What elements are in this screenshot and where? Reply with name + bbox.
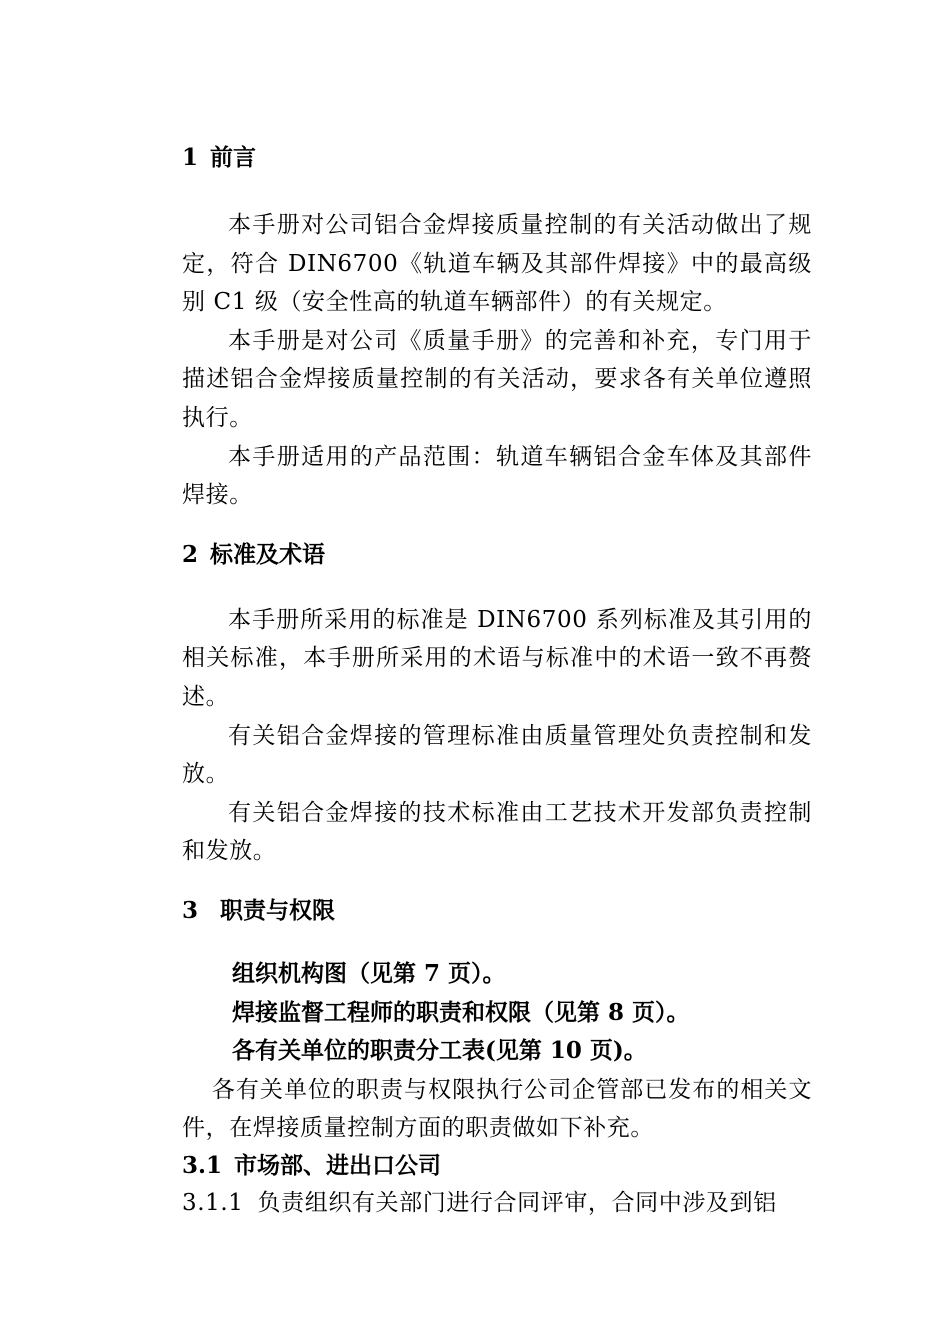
section-2-title: 标准及术语 <box>210 540 326 568</box>
section-1-paragraph-1: 本手册对公司铝合金焊接质量控制的有关活动做出了规定，符合 DIN6700《轨道车辆及其部件焊接》中的最高级别 C1 级（安全性高的轨道车辆部件）的有关规定。 <box>182 212 812 316</box>
section-3-1-heading <box>182 1148 812 1184</box>
section-3-1-title: 市场部、进出口公司 <box>234 1151 442 1179</box>
section-3-title: 职责与权限 <box>220 896 336 924</box>
section-3-heading <box>182 893 812 929</box>
section-1-paragraph-3: 本手册适用的产品范围：轨道车辆铝合金车体及其部件焊接。 <box>182 443 812 509</box>
section-3-item-2: 焊接监督工程师的职责和权限（见第 8 页）。 <box>232 998 690 1026</box>
section-3-1-1-paragraph <box>182 1184 812 1223</box>
section-1-number: 1 <box>182 144 199 171</box>
section-2-number: 2 <box>182 540 199 568</box>
section-3-1-1-number: 3.1.1 <box>182 1189 244 1216</box>
section-1-paragraph-2: 本手册是对公司《质量手册》的完善和补充，专门用于描述铝合金焊接质量控制的有关活动，要求各有关单位遵照执行。 <box>182 327 812 431</box>
document-page <box>182 140 812 1222</box>
section-3-1-number: 3.1 <box>182 1151 223 1179</box>
section-3-item-3: 各有关单位的职责分工表(见第 10 页)。 <box>232 1037 647 1065</box>
section-2-paragraph-2: 有关铝合金焊接的管理标准由质量管理处负责控制和发放。 <box>182 722 812 788</box>
section-2-paragraph-3: 有关铝合金焊接的技术标准由工艺技术开发部负责控制和发放。 <box>182 799 812 865</box>
section-1-heading <box>182 140 812 176</box>
section-2-paragraph-1: 本手册所采用的标准是 DIN6700 系列标准及其引用的相关标准，本手册所采用的术语与标准中的术语一致不再赘述。 <box>182 606 812 710</box>
section-3-item-1: 组织机构图（见第 7 页）。 <box>232 959 506 987</box>
section-3-number: 3 <box>182 896 199 924</box>
section-3-paragraph: 各有关单位的职责与权限执行公司企管部已发布的相关文件，在焊接质量控制方面的职责做如下补充。 <box>182 1076 812 1142</box>
section-2-heading <box>182 537 812 573</box>
section-3-1-1-text: 负责组织有关部门进行合同评审，合同中涉及到铝 <box>257 1189 777 1216</box>
section-1-title: 前言 <box>210 144 257 171</box>
